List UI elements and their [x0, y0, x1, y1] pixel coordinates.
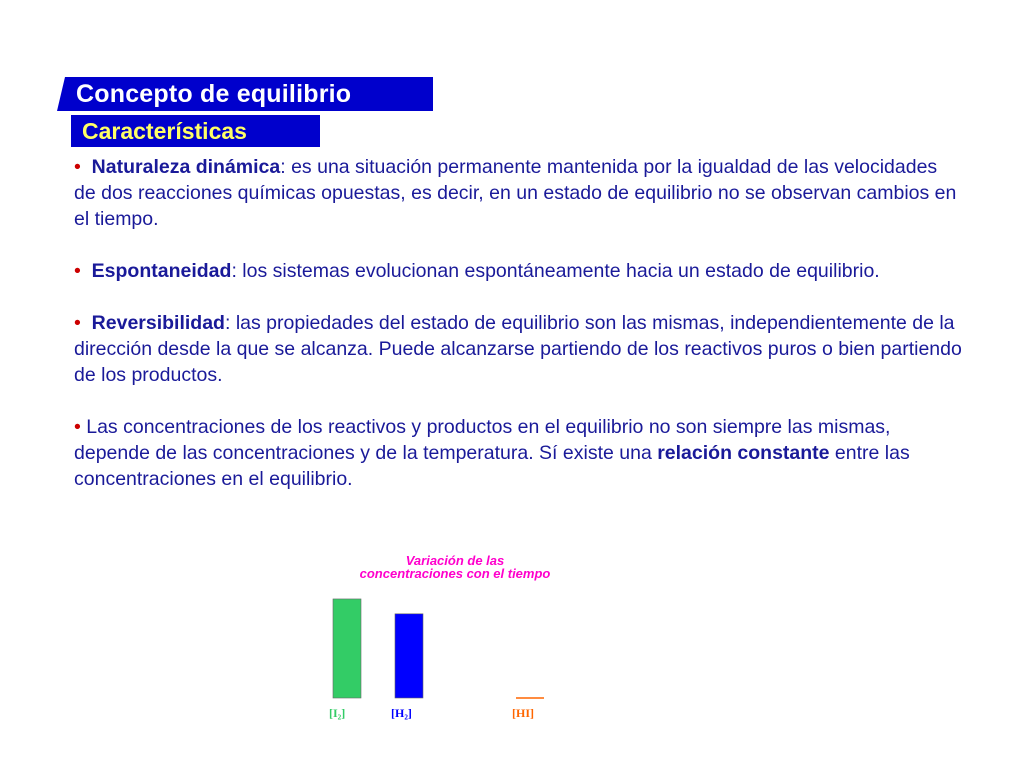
chart-title-line-1: Variación de las: [405, 553, 505, 568]
text-concentraciones-post: entre las concentraciones en el equilibrio.: [74, 442, 910, 490]
term-relacion-constante: relación constante: [657, 442, 830, 464]
chart-plot-area: [300, 552, 620, 732]
paragraph-concentraciones: [74, 414, 964, 492]
paragraph-espontaneidad: [74, 258, 964, 284]
paragraph-reversibilidad: [74, 310, 964, 388]
bullet-icon: •: [74, 260, 81, 282]
bar-1: [395, 614, 423, 698]
title-bar-notch: [57, 77, 65, 111]
term-reversibilidad: Reversibilidad: [91, 312, 225, 334]
content-body: [74, 154, 964, 518]
x-tick-label-1: [H₂]: [391, 706, 412, 720]
bullet-icon: •: [74, 416, 81, 438]
slide-title: Concepto de equilibrio: [76, 80, 352, 108]
paragraph-naturaleza: [74, 154, 964, 232]
x-tick-label-0: [I₂]: [329, 706, 346, 720]
term-naturaleza: Naturaleza dinámica: [91, 156, 281, 178]
bullet-icon: •: [74, 156, 81, 178]
text-espontaneidad: : los sistemas evolucionan espontáneamente hacia un estado de equilibrio.: [231, 260, 880, 282]
concentration-bar-chart: [300, 552, 620, 732]
bullet-icon: •: [74, 312, 81, 334]
x-tick-label-2: [HI]: [512, 706, 534, 720]
slide-subtitle: Características: [82, 118, 247, 144]
text-naturaleza: : es una situación permanente mantenida por la igualdad de las velocidades de dos reacciones químicas opuestas, es decir, en un estado de equilibrio no se observan cambios en el tiempo.: [74, 156, 957, 230]
text-concentraciones-pre: Las concentraciones de los reactivos y productos en el equilibrio no son siempre las mismas, depende de las concentraciones y de la temperatura. Sí existe una: [74, 416, 891, 464]
term-espontaneidad: Espontaneidad: [91, 260, 232, 282]
bar-0: [333, 599, 361, 698]
text-reversibilidad: : las propiedades del estado de equilibrio son las mismas, independientemente de la dirección desde la que se alcanza. Puede alcanzarse partiendo de los reactivos puros o bien partiendo de los productos.: [74, 312, 962, 386]
chart-title-line-2: concentraciones con el tiempo: [359, 566, 551, 581]
